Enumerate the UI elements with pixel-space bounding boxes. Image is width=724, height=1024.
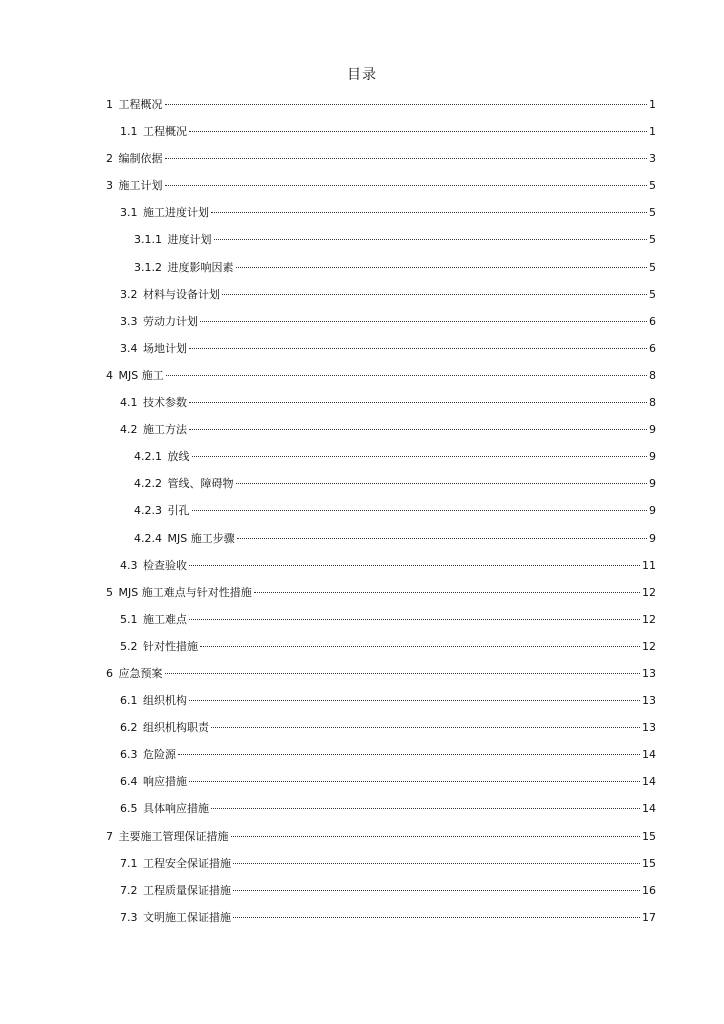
toc-entry-page-number: 13 [642,721,656,735]
dot-leader [233,917,640,918]
toc-entry-page-number: 13 [642,666,656,680]
toc-entry-page-number: 16 [642,883,656,897]
toc-entry[interactable] [106,339,656,366]
toc-entry[interactable] [106,312,656,339]
toc-entry-label [120,393,187,413]
dot-leader [233,863,640,864]
toc-entry-text: 进度计划 [167,233,212,247]
toc-entry[interactable] [106,583,656,610]
dot-leader [165,104,648,105]
toc-entry-label [106,95,163,115]
toc-entry-number: 5.2 [120,639,138,653]
toc-entry-number: 3.4 [120,341,138,355]
toc-entry[interactable] [106,610,656,637]
toc-entry-page-number: 5 [649,233,656,247]
toc-entry[interactable] [106,447,656,474]
dot-leader [192,456,648,457]
toc-entry-number: 4.1 [120,396,138,410]
toc-entry-text: 针对性措施 [143,639,198,653]
toc-entry-number: 3.1.1 [134,233,162,247]
toc-entry-text: MJS 施工难点与针对性措施 [118,585,252,599]
toc-entry-label [134,474,234,494]
toc-entry-text: 工程质量保证措施 [143,883,231,897]
toc-entry[interactable] [106,176,656,203]
toc-entry[interactable] [106,556,656,583]
toc-entry[interactable] [106,203,656,230]
toc-entry-label [120,745,176,765]
dot-leader [200,321,647,322]
toc-entry-label [120,312,198,332]
dot-leader [178,754,640,755]
toc-entry-number: 4.2.3 [134,504,162,518]
toc-entry-text: 组织机构职责 [143,721,209,735]
toc-entry-label [120,718,209,738]
toc-entry-number: 6.1 [120,694,138,708]
dot-leader [189,700,640,701]
toc-entry-text: 检查验收 [143,558,187,572]
toc-entry-page-number: 8 [649,368,656,382]
toc-entry-page-number: 9 [649,504,656,518]
toc-entry-label [120,854,231,874]
toc-entry-page-number: 1 [649,125,656,139]
toc-entry-label [120,772,187,792]
toc-entry-text: 技术参数 [143,396,187,410]
toc-entry-page-number: 6 [649,314,656,328]
toc-entry[interactable] [106,881,656,908]
toc-entry-number: 6 [106,666,113,680]
toc-entry-text: 施工难点 [143,612,187,626]
dot-leader [165,185,648,186]
toc-entry-text: 响应措施 [143,775,187,789]
toc-entry[interactable] [106,691,656,718]
toc-entry-label [120,339,187,359]
toc-entry-number: 6.5 [120,802,138,816]
toc-entry-page-number: 12 [642,585,656,599]
toc-entry-number: 6.2 [120,721,138,735]
dot-leader [165,673,641,674]
dot-leader [214,239,648,240]
toc-entry-label [134,447,190,467]
toc-entry-number: 4 [106,368,113,382]
toc-entry[interactable] [106,745,656,772]
toc-entry[interactable] [106,393,656,420]
dot-leader [165,158,648,159]
toc-entry-number: 4.3 [120,558,138,572]
toc-entry-page-number: 5 [649,179,656,193]
toc-entry[interactable] [106,637,656,664]
dot-leader [211,727,640,728]
toc-entry[interactable] [106,149,656,176]
toc-entry-page-number: 13 [642,694,656,708]
toc-entry-number: 1 [106,98,113,111]
toc-entry-page-number: 11 [642,558,656,572]
toc-entry-label [106,827,229,847]
dot-leader [222,294,647,295]
toc-entry-label [106,583,252,603]
toc-entry-page-number: 6 [649,341,656,355]
toc-entry-page-number: 12 [642,639,656,653]
toc-entry-text: MJS 施工 [118,368,164,382]
toc-entry-label [120,637,198,657]
toc-entry-text: 工程安全保证措施 [143,856,231,870]
toc-entry-page-number: 9 [649,450,656,464]
toc-entry-page-number: 12 [642,612,656,626]
toc-entry-text: MJS 施工步骤 [167,531,235,545]
toc-entry-number: 4.2.1 [134,450,162,464]
toc-entry-number: 3.2 [120,287,138,301]
toc-entry[interactable] [106,718,656,745]
toc-entry-text: 组织机构 [143,694,187,708]
toc-entry-page-number: 5 [649,287,656,301]
toc-entry-page-number: 9 [649,477,656,491]
toc-entry-label [106,664,163,684]
toc-entry-page-number: 9 [649,423,656,437]
dot-leader [237,538,647,539]
toc-entry-number: 5.1 [120,612,138,626]
toc-entry-page-number: 5 [649,260,656,274]
toc-entry-number: 3 [106,179,113,193]
dot-leader [236,267,648,268]
toc-entry-text: 工程概况 [118,98,163,111]
toc-entry[interactable] [106,258,656,285]
toc-entry-number: 7.3 [120,910,138,924]
toc-entry-label [106,149,163,169]
toc-entry-page-number: 15 [642,829,656,843]
toc-entry-text: 进度影响因素 [167,260,234,274]
toc-entry-text: 危险源 [143,748,176,762]
dot-leader [233,890,640,891]
toc-entry[interactable] [106,772,656,799]
dot-leader [254,592,640,593]
toc-entry-label [120,799,209,819]
toc-entry-label [120,203,209,223]
toc-entry[interactable] [106,854,656,881]
toc-entry-label [120,881,231,901]
toc-entry-label [120,556,187,576]
dot-leader [189,429,647,430]
toc-entry[interactable] [106,95,656,122]
dot-leader [189,402,647,403]
toc-entry-label [120,691,187,711]
toc-entry-text: 放线 [167,450,190,464]
toc-entry-text: 施工进度计划 [143,206,209,220]
toc-title: 目录 [347,67,377,83]
dot-leader [189,781,640,782]
dot-leader [200,646,640,647]
toc-entry-number: 7.2 [120,883,138,897]
toc-entry-number: 4.2 [120,423,138,437]
toc-entry[interactable] [106,366,656,393]
toc-entry[interactable] [106,799,656,826]
dot-leader [166,375,647,376]
toc-entry-text: 材料与设备计划 [143,287,220,301]
toc-entry-page-number: 5 [649,206,656,220]
toc-entry-text: 编制依据 [118,152,163,166]
toc-entry-number: 5 [106,585,113,599]
toc-entry-number: 3.1.2 [134,260,162,274]
toc-entry[interactable] [106,501,656,528]
toc-entry-text: 引孔 [167,504,190,518]
toc-entry-page-number: 14 [642,775,656,789]
toc-entry-text: 场地计划 [143,341,187,355]
toc-entry-label [134,501,190,521]
toc-entry-text: 具体响应措施 [143,802,209,816]
toc-entry[interactable] [106,230,656,257]
toc-entry-text: 施工计划 [118,179,163,193]
toc-entry[interactable] [106,529,656,556]
dot-leader [192,510,648,511]
toc-entry-label [120,285,220,305]
toc-entry-text: 工程概况 [143,125,187,139]
toc-entry-page-number: 1 [649,98,656,111]
toc-entry[interactable] [106,827,656,854]
toc-entry-label [120,420,187,440]
toc-entry-label [120,122,187,142]
toc-entry-label [134,529,235,549]
toc-entry-page-number: 14 [642,748,656,762]
dot-leader [231,836,641,837]
toc-entry-text: 劳动力计划 [143,314,198,328]
toc-entry-text: 管线、障碍物 [167,477,234,491]
toc-entry[interactable] [106,420,656,447]
dot-leader [189,131,647,132]
toc-entry-page-number: 14 [642,802,656,816]
dot-leader [211,212,647,213]
toc-entry[interactable] [106,122,656,149]
toc-entry-text: 主要施工管理保证措施 [118,829,229,843]
toc-entry-page-number: 3 [649,152,656,166]
toc-entry[interactable] [106,664,656,691]
toc-entry-number: 6.4 [120,775,138,789]
dot-leader [236,483,648,484]
toc-entry-label [134,258,234,278]
toc-entry-label [106,176,163,196]
toc-list [106,95,656,935]
toc-entry-number: 3.3 [120,314,138,328]
toc-entry-text: 文明施工保证措施 [143,910,231,924]
toc-entry[interactable] [106,474,656,501]
toc-entry-label [120,908,231,928]
dot-leader [211,808,640,809]
toc-entry-label [134,230,212,250]
toc-entry-number: 2 [106,152,113,166]
dot-leader [189,348,647,349]
toc-entry-text: 施工方法 [143,423,187,437]
dot-leader [189,565,640,566]
toc-entry-number: 7 [106,829,113,843]
toc-entry-page-number: 15 [642,856,656,870]
toc-entry-number: 7.1 [120,856,138,870]
toc-entry-page-number: 8 [649,396,656,410]
toc-entry[interactable] [106,285,656,312]
toc-entry-label [106,366,164,386]
dot-leader [189,619,640,620]
toc-entry[interactable] [106,908,656,935]
toc-entry-number: 4.2.4 [134,531,162,545]
toc-entry-page-number: 9 [649,531,656,545]
toc-entry-label [120,610,187,630]
toc-entry-number: 1.1 [120,125,138,139]
toc-entry-page-number: 17 [642,910,656,924]
toc-entry-number: 4.2.2 [134,477,162,491]
toc-entry-text: 应急预案 [118,666,163,680]
toc-entry-number: 3.1 [120,206,138,220]
toc-entry-number: 6.3 [120,748,138,762]
